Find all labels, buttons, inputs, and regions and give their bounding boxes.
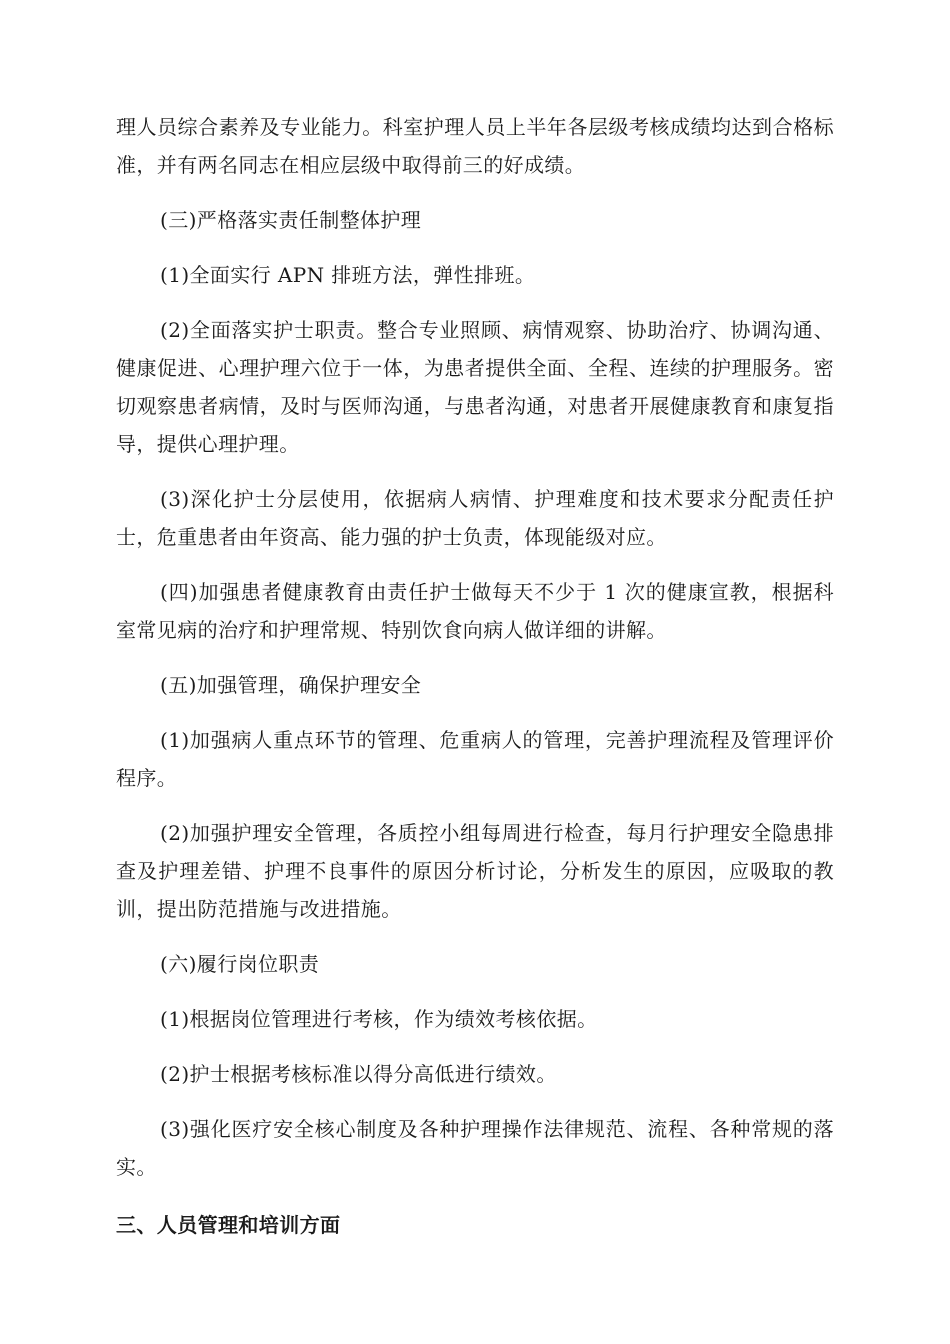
list-item-performance: (2)护士根据考核标准以得分高低进行绩效。 — [160, 1062, 557, 1086]
list-item-apn-scheduling: (1)全面实行 APN 排班方法，弹性排班。 — [160, 263, 536, 287]
subheading-safety-management: (五)加强管理，确保护理安全 — [160, 673, 422, 697]
list-item-assessment: (1)根据岗位管理进行考核，作为绩效考核依据。 — [160, 1007, 598, 1031]
subheading-responsibility-nursing: (三)严格落实责任制整体护理 — [160, 208, 422, 232]
document-page — [116, 108, 834, 1244]
list-item-key-links: (1)加强病人重点环节的管理、危重病人的管理，完善护理流程及管理评价程序。 — [116, 728, 834, 790]
paragraph-continuation: 理人员综合素养及专业能力。科室护理人员上半年各层级考核成绩均达到合格标准，并有两名同志在相应层级中取得前三的好成绩。 — [116, 115, 834, 177]
list-item-safety-checks: (2)加强护理安全管理，各质控小组每周进行检查，每月行护理安全隐患排查及护理差错、护理不良事件的原因分析讨论，分析发生的原因，应吸取的教训，提出防范措施与改进措施。 — [116, 821, 834, 921]
list-item-core-systems: (3)强化医疗安全核心制度及各种护理操作法律规范、流程、各种常规的落实。 — [116, 1117, 834, 1179]
section-heading: 三、人员管理和培训方面 — [116, 1213, 341, 1237]
subheading-job-duties: (六)履行岗位职责 — [160, 952, 320, 976]
subheading-health-education: (四)加强患者健康教育由责任护士做每天不少于 1 次的健康宣教，根据科室常见病的治疗和护理常规、特别饮食向病人做详细的讲解。 — [116, 580, 834, 642]
list-item-nurse-duties: (2)全面落实护士职责。整合专业照顾、病情观察、协助治疗、协调沟通、健康促进、心理护理六位于一体，为患者提供全面、全程、连续的护理服务。密切观察患者病情，及时与医师沟通，与患者沟通，对患者开展健康教育和康复指导，提供心理护理。 — [116, 318, 834, 456]
list-item-layered-use: (3)深化护士分层使用，依据病人病情、护理难度和技术要求分配责任护士，危重患者由年资高、能力强的护士负责，体现能级对应。 — [116, 487, 834, 549]
